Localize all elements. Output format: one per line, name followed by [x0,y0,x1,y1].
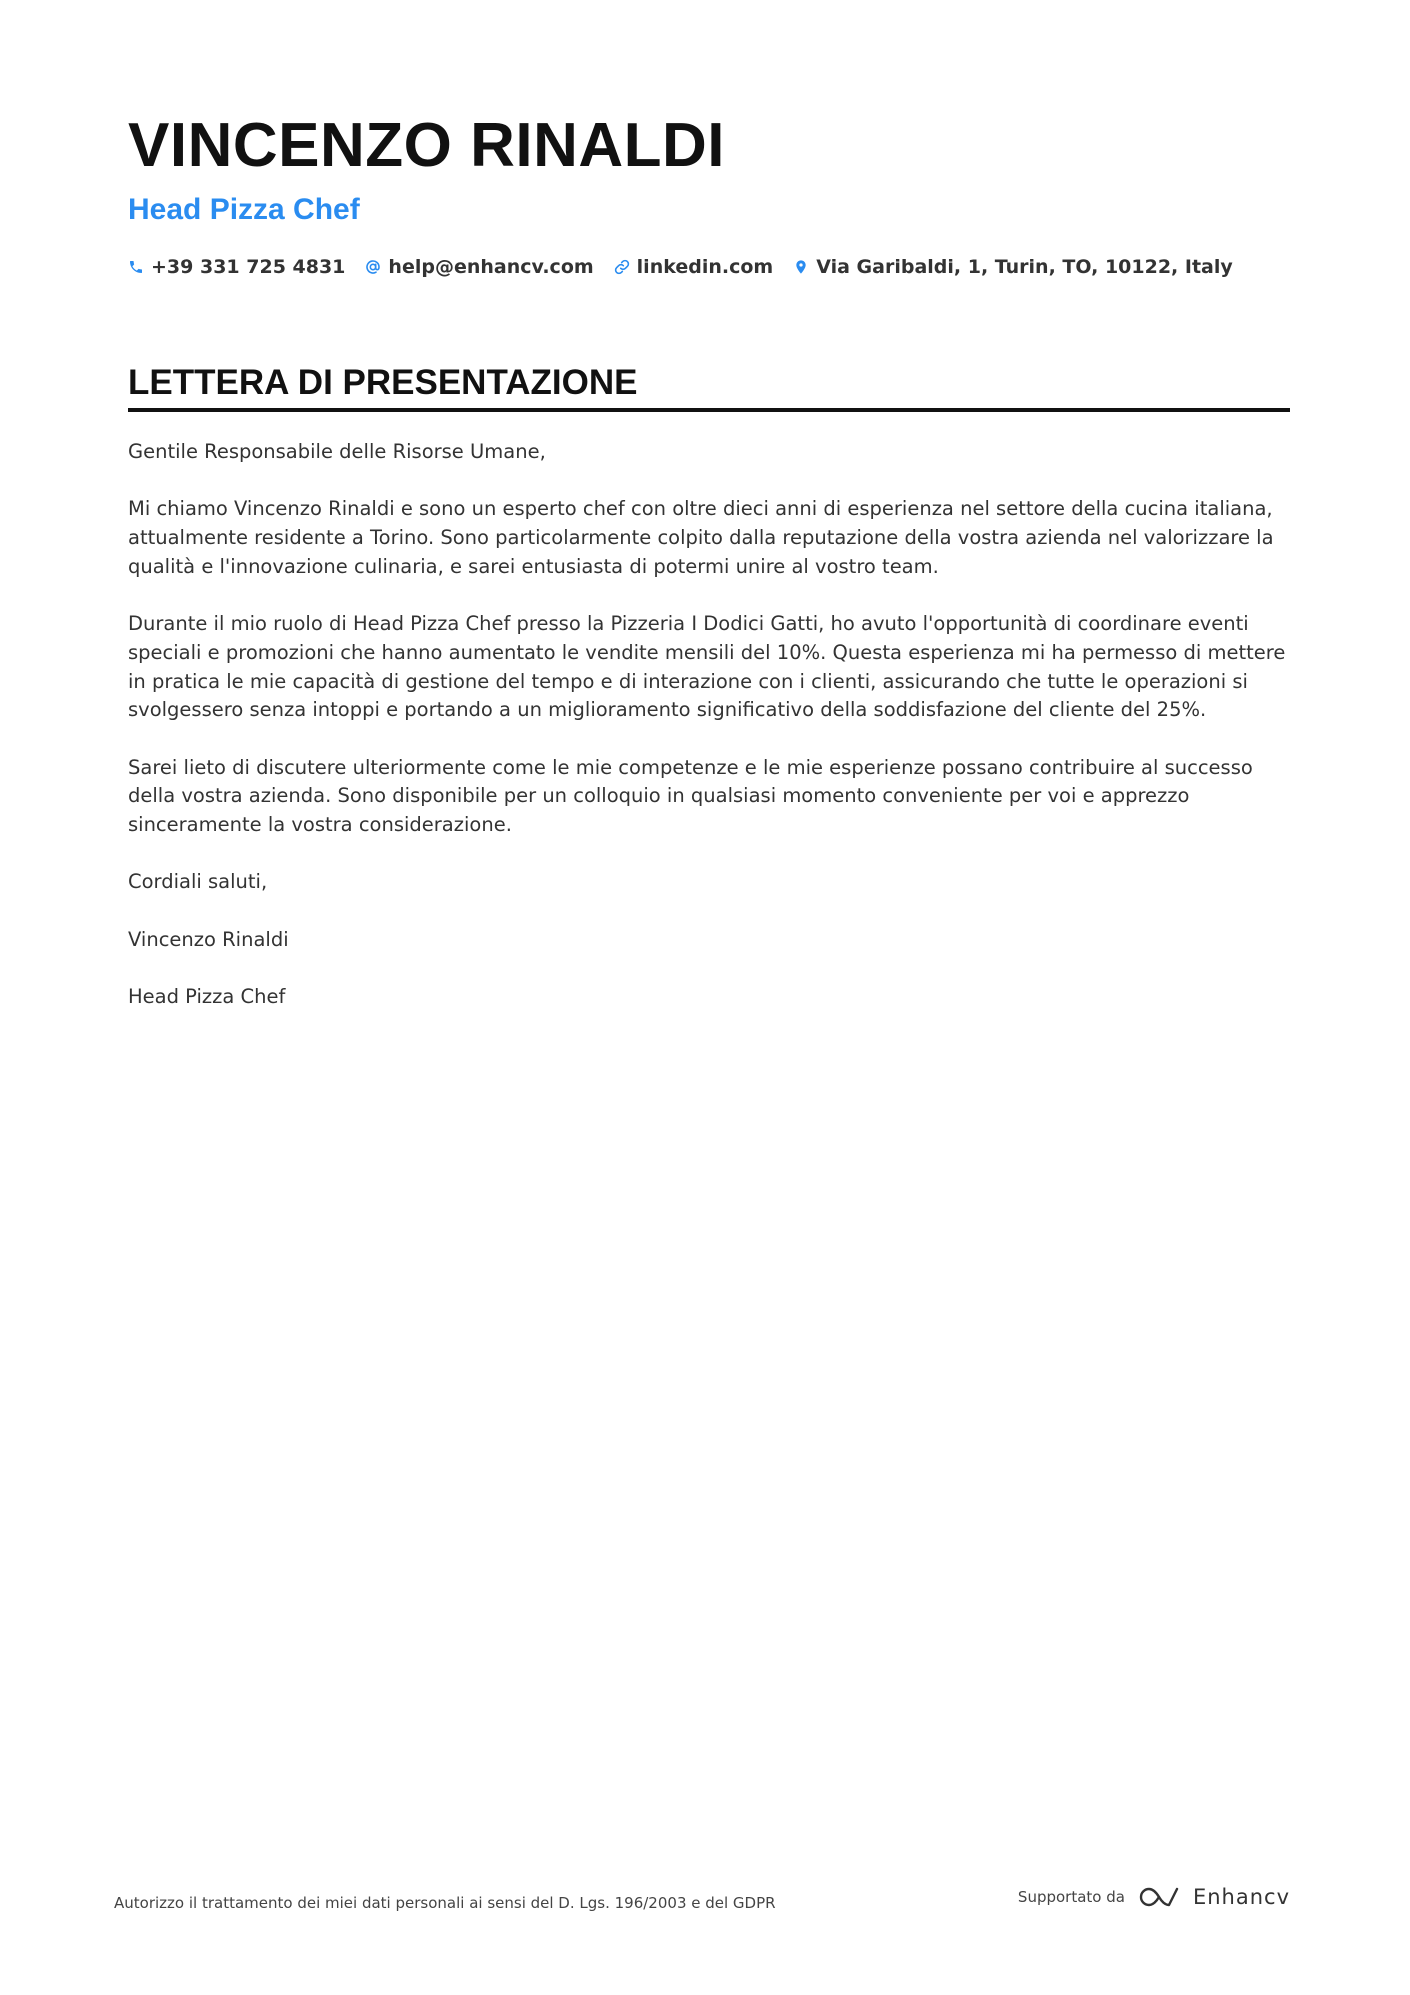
powered-by[interactable] [1018,1884,1290,1910]
signature-title: Head Pizza Chef [128,985,286,1009]
phone-icon [128,259,144,275]
candidate-name: VINCENZO RINALDI [128,111,725,180]
powered-by-label: Supportato da [1017,1888,1125,1906]
letter-body [128,438,1290,1012]
cover-letter-page [128,110,1290,1041]
section-title: LETTERA DI PRESENTAZIONE [128,362,1290,412]
brand-logo[interactable] [1137,1884,1290,1910]
email-text: help@enhancv.com [388,256,594,278]
contact-location [793,254,1233,280]
consent-note: Autorizzo il trattamento dei miei dati personali ai sensi del D. Lgs. 196/2003 e del GDPR [114,1894,776,1912]
at-icon [365,259,381,275]
link-icon [614,259,630,275]
letter-greeting: Gentile Responsabile delle Risorse Umane, [128,440,546,463]
letter-paragraph: Durante il mio ruolo di Head Pizza Chef presso la Pizzeria I Dodici Gatti, ho avuto l'opportunità di coordinare eventi speciali e promozioni che hanno aumentato le vendite mensili del 10%. Questa esperienza mi ha permesso di mettere in pratica le mie capacità di gestione del tempo e di interazione con i clienti, assicurando che tutte le operazioni si svolgessero senza intoppi e portando a un miglioramento significativo della soddisfazione del cliente del 25%. [128,612,1286,722]
letter-paragraph: Sarei lieto di discutere ulteriormente come le mie competenze e le mie esperienze possano contribuire al successo della vostra azienda. Sono disponibile per un colloquio in qualsiasi momento conveniente per voi e apprezzo sinceramente la vostra considerazione. [128,755,1253,837]
contact-email[interactable] [365,254,593,280]
location-pin-icon [793,259,809,275]
linkedin-text: linkedin.com [636,256,774,278]
brand-name: Enhancv [1192,1885,1290,1909]
contact-phone[interactable] [128,254,345,280]
letter-closing: Cordiali saluti, [128,870,268,894]
candidate-role: Head Pizza Chef [128,193,360,226]
contact-bar [128,254,1290,280]
enhancv-logo-icon [1137,1884,1183,1910]
contact-linkedin[interactable] [614,254,774,280]
phone-text: +39 331 725 4831 [151,256,346,278]
letter-paragraph: Mi chiamo Vincenzo Rinaldi e sono un esperto chef con oltre dieci anni di esperienza nel settore della cucina italiana, attualmente residente a Torino. Sono particolarmente colpito dalla reputazione della vostra azienda nel valorizzare la qualità e l'innovazione culinaria, e sarei entusiasta di potermi unire al vostro team. [128,497,1274,578]
signature-name: Vincenzo Rinaldi [128,927,289,951]
location-text: Via Garibaldi, 1, Turin, TO, 10122, Italy [816,256,1233,278]
